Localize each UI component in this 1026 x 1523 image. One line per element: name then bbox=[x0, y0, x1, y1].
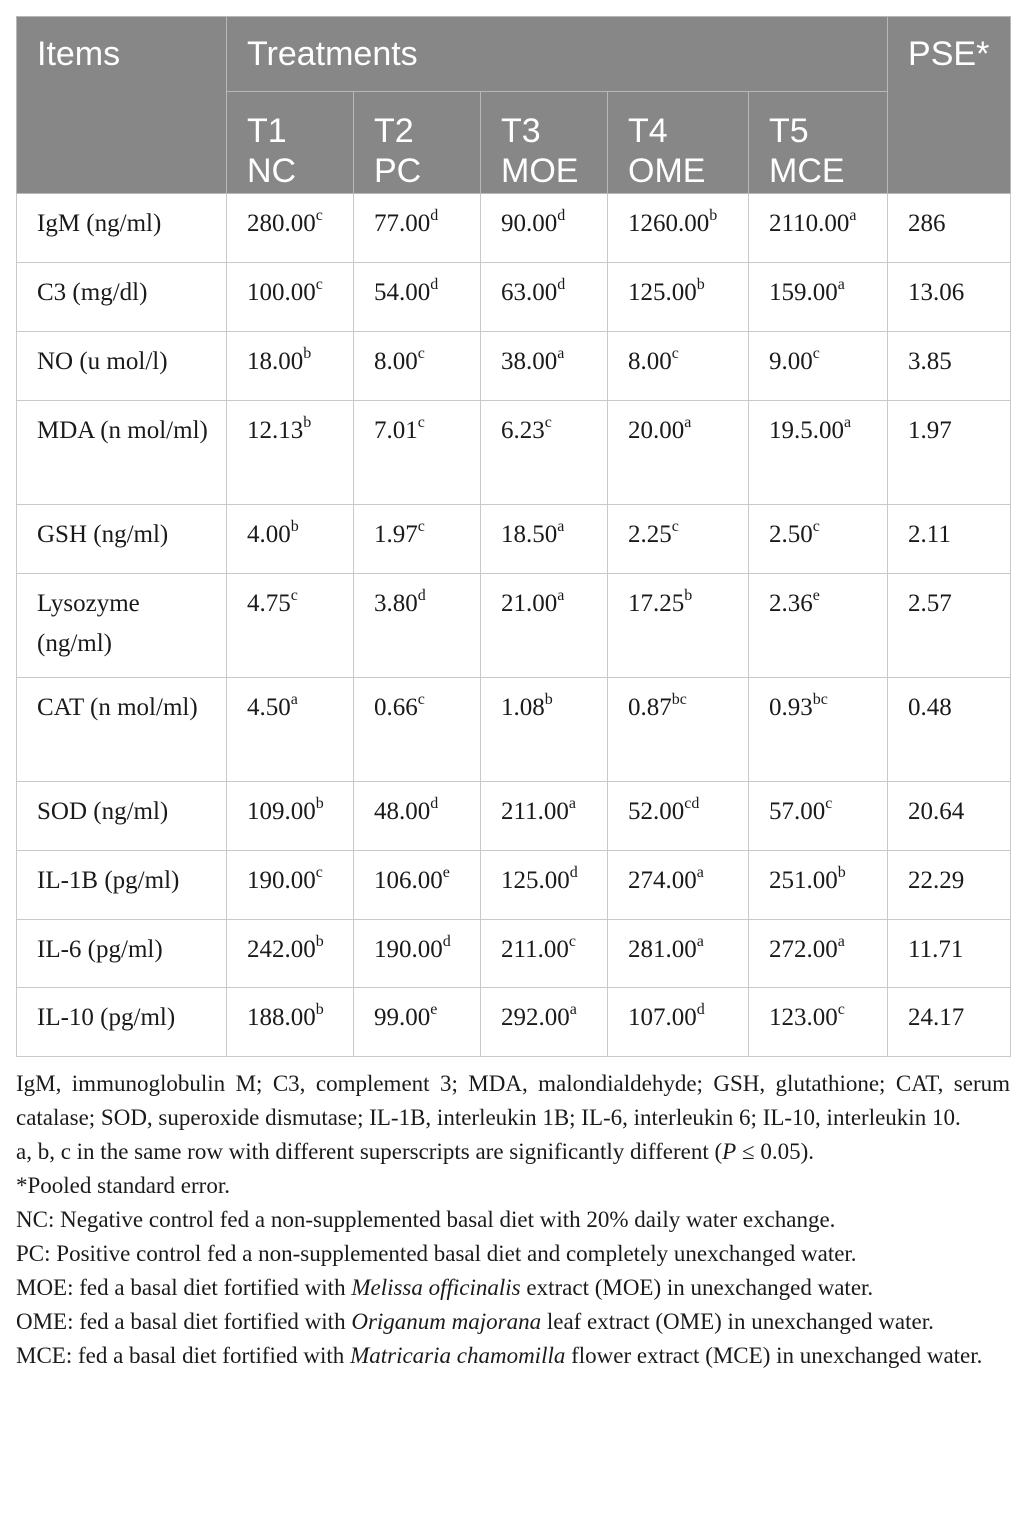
cell-value: 0.66 bbox=[374, 694, 418, 721]
cell-value: 18.50 bbox=[501, 521, 558, 548]
cell-value: 1.97 bbox=[374, 521, 418, 548]
value-cell bbox=[749, 401, 888, 505]
cell-value: 211.00 bbox=[501, 798, 569, 825]
significance-letter: c bbox=[812, 344, 820, 362]
value-cell bbox=[481, 988, 608, 1057]
cell-value: 109.00 bbox=[247, 798, 316, 825]
header-treatment-t1 bbox=[227, 92, 354, 194]
cell-value: 63.00 bbox=[501, 279, 558, 306]
table-body bbox=[17, 194, 1011, 1057]
value-cell bbox=[227, 920, 354, 988]
value-cell bbox=[354, 988, 481, 1057]
significance-letter: d bbox=[430, 275, 439, 293]
treatment-code: T5 bbox=[769, 112, 809, 150]
value-cell bbox=[481, 678, 608, 782]
significance-letter: a bbox=[557, 344, 565, 362]
header-pse: PSE* bbox=[888, 17, 1011, 194]
value-cell bbox=[608, 988, 749, 1057]
table-row bbox=[17, 574, 1011, 678]
cell-value: 8.00 bbox=[374, 348, 418, 375]
cell-value: 280.00 bbox=[247, 210, 316, 237]
pse-cell: 286 bbox=[888, 194, 1011, 263]
significance-letter: c bbox=[417, 690, 425, 708]
abbreviations-note: IgM, immunoglobulin M; C3, complement 3; MDA, malondialdehyde; GSH, glutathione; CAT, serum catalase; SOD, superoxide dismutase; IL-1B, interleukin 1B; IL-6, interleukin 6; IL-10, interleukin 10. bbox=[16, 1071, 1010, 1130]
significance-letter: cd bbox=[684, 794, 700, 812]
results-table bbox=[16, 16, 1011, 1057]
value-cell bbox=[481, 851, 608, 920]
value-cell bbox=[227, 782, 354, 851]
significance-letter: a bbox=[290, 690, 298, 708]
significance-letter: c bbox=[812, 517, 820, 535]
value-cell bbox=[749, 988, 888, 1057]
value-cell bbox=[354, 851, 481, 920]
significance-letter: d bbox=[557, 206, 566, 224]
cell-value: 106.00 bbox=[374, 867, 443, 894]
value-cell bbox=[481, 332, 608, 401]
row-item-label: C3 (mg/dl) bbox=[17, 263, 227, 332]
table-row bbox=[17, 194, 1011, 263]
significance-letter: a bbox=[696, 863, 704, 881]
cell-value: 9.00 bbox=[769, 348, 813, 375]
value-cell bbox=[608, 851, 749, 920]
pse-cell: 13.06 bbox=[888, 263, 1011, 332]
significance-letter: c bbox=[671, 517, 679, 535]
value-cell bbox=[608, 574, 749, 678]
value-cell bbox=[608, 505, 749, 574]
cell-value: 2110.00 bbox=[769, 210, 850, 237]
table-container bbox=[16, 16, 1010, 1373]
value-cell bbox=[354, 263, 481, 332]
value-cell bbox=[227, 263, 354, 332]
cell-value: 274.00 bbox=[628, 867, 697, 894]
value-cell bbox=[481, 194, 608, 263]
cell-value: 19.5.00 bbox=[769, 417, 844, 444]
row-item-label: IgM (ng/ml) bbox=[17, 194, 227, 263]
value-cell bbox=[608, 194, 749, 263]
cell-value: 4.50 bbox=[247, 694, 291, 721]
significance-letter: b bbox=[544, 690, 553, 708]
table-row bbox=[17, 782, 1011, 851]
cell-value: 4.00 bbox=[247, 521, 291, 548]
significance-letter: c bbox=[417, 413, 425, 431]
treatment-code: T2 bbox=[374, 112, 414, 150]
value-cell bbox=[481, 574, 608, 678]
row-item-label: Lysozyme (ng/ml) bbox=[17, 574, 227, 678]
cell-value: 20.00 bbox=[628, 417, 685, 444]
cell-value: 0.87 bbox=[628, 694, 672, 721]
moe-note: MOE: fed a basal diet fortified with Melissa officinalis extract (MOE) in unexchanged water. bbox=[16, 1275, 874, 1300]
cell-value: 2.36 bbox=[769, 590, 813, 617]
treatment-name: MCE bbox=[769, 152, 845, 190]
value-cell bbox=[481, 263, 608, 332]
value-cell bbox=[354, 194, 481, 263]
row-item-label: CAT (n mol/ml) bbox=[17, 678, 227, 782]
value-cell bbox=[354, 505, 481, 574]
value-cell bbox=[354, 574, 481, 678]
significance-letter: d bbox=[557, 275, 566, 293]
treatment-name: OME bbox=[628, 152, 706, 190]
value-cell bbox=[354, 920, 481, 988]
row-item-label: IL-1B (pg/ml) bbox=[17, 851, 227, 920]
cell-value: 3.80 bbox=[374, 590, 418, 617]
cell-value: 242.00 bbox=[247, 936, 316, 963]
header-treatments: Treatments bbox=[227, 17, 888, 92]
significance-note: a, b, c in the same row with different superscripts are significantly different (P ≤ 0.05). bbox=[16, 1139, 815, 1164]
value-cell bbox=[749, 194, 888, 263]
value-cell bbox=[227, 401, 354, 505]
value-cell bbox=[227, 851, 354, 920]
significance-letter: c bbox=[417, 344, 425, 362]
value-cell bbox=[227, 505, 354, 574]
row-item-label: MDA (n mol/ml) bbox=[17, 401, 227, 505]
row-item-label: IL-6 (pg/ml) bbox=[17, 920, 227, 988]
significance-letter: a bbox=[569, 1000, 577, 1018]
cell-value: 1.08 bbox=[501, 694, 545, 721]
value-cell bbox=[749, 678, 888, 782]
significance-letter: e bbox=[430, 1000, 438, 1018]
cell-value: 77.00 bbox=[374, 210, 431, 237]
table-row bbox=[17, 401, 1011, 505]
cell-value: 48.00 bbox=[374, 798, 431, 825]
pse-cell: 20.64 bbox=[888, 782, 1011, 851]
value-cell bbox=[749, 263, 888, 332]
significance-letter: b bbox=[709, 206, 718, 224]
cell-value: 188.00 bbox=[247, 1004, 316, 1031]
ome-note: OME: fed a basal diet fortified with Origanum majorana leaf extract (OME) in unexchanged water. bbox=[16, 1309, 934, 1334]
header-treatment-t2 bbox=[354, 92, 481, 194]
significance-letter: a bbox=[696, 932, 704, 950]
table-row bbox=[17, 505, 1011, 574]
pse-cell: 3.85 bbox=[888, 332, 1011, 401]
pse-note: *Pooled standard error. bbox=[16, 1173, 230, 1198]
table-row bbox=[17, 988, 1011, 1057]
table-row bbox=[17, 851, 1011, 920]
cell-value: 281.00 bbox=[628, 936, 697, 963]
significance-letter: b bbox=[315, 1000, 324, 1018]
pse-cell: 11.71 bbox=[888, 920, 1011, 988]
significance-letter: a bbox=[557, 517, 565, 535]
significance-letter: c bbox=[290, 586, 298, 604]
treatment-name: PC bbox=[374, 152, 422, 190]
table-header bbox=[17, 17, 1011, 194]
row-item-label: NO (u mol/l) bbox=[17, 332, 227, 401]
significance-letter: bc bbox=[812, 690, 828, 708]
cell-value: 100.00 bbox=[247, 279, 316, 306]
cell-value: 6.23 bbox=[501, 417, 545, 444]
value-cell bbox=[608, 920, 749, 988]
cell-value: 2.25 bbox=[628, 521, 672, 548]
value-cell bbox=[227, 678, 354, 782]
significance-letter: d bbox=[696, 1000, 705, 1018]
value-cell bbox=[354, 678, 481, 782]
pc-note: PC: Positive control fed a non-supplemented basal diet and completely unexchanged water. bbox=[16, 1241, 857, 1266]
table-row bbox=[17, 920, 1011, 988]
significance-letter: b bbox=[315, 932, 324, 950]
row-item-label: GSH (ng/ml) bbox=[17, 505, 227, 574]
significance-letter: c bbox=[315, 275, 323, 293]
cell-value: 0.93 bbox=[769, 694, 813, 721]
cell-value: 7.01 bbox=[374, 417, 418, 444]
cell-value: 90.00 bbox=[501, 210, 558, 237]
value-cell bbox=[608, 401, 749, 505]
value-cell bbox=[608, 263, 749, 332]
value-cell bbox=[227, 988, 354, 1057]
cell-value: 17.25 bbox=[628, 590, 685, 617]
header-treatment-t3 bbox=[481, 92, 608, 194]
cell-value: 18.00 bbox=[247, 348, 304, 375]
significance-letter: a bbox=[557, 586, 565, 604]
pse-cell: 2.57 bbox=[888, 574, 1011, 678]
cell-value: 8.00 bbox=[628, 348, 672, 375]
cell-value: 107.00 bbox=[628, 1004, 697, 1031]
significance-letter: b bbox=[303, 413, 312, 431]
cell-value: 159.00 bbox=[769, 279, 838, 306]
significance-letter: bc bbox=[671, 690, 687, 708]
significance-letter: a bbox=[837, 275, 845, 293]
cell-value: 99.00 bbox=[374, 1004, 431, 1031]
cell-value: 21.00 bbox=[501, 590, 558, 617]
value-cell bbox=[749, 851, 888, 920]
value-cell bbox=[227, 194, 354, 263]
cell-value: 57.00 bbox=[769, 798, 826, 825]
significance-letter: c bbox=[417, 517, 425, 535]
cell-value: 123.00 bbox=[769, 1004, 838, 1031]
cell-value: 190.00 bbox=[247, 867, 316, 894]
significance-letter: a bbox=[849, 206, 857, 224]
value-cell bbox=[481, 920, 608, 988]
cell-value: 292.00 bbox=[501, 1004, 570, 1031]
cell-value: 38.00 bbox=[501, 348, 558, 375]
mce-note: MCE: fed a basal diet fortified with Matricaria chamomilla flower extract (MCE) in unexchanged water. bbox=[16, 1343, 983, 1368]
value-cell bbox=[354, 401, 481, 505]
treatment-code: T1 bbox=[247, 112, 287, 150]
row-item-label: SOD (ng/ml) bbox=[17, 782, 227, 851]
table-row bbox=[17, 263, 1011, 332]
pse-cell: 1.97 bbox=[888, 401, 1011, 505]
significance-letter: b bbox=[315, 794, 324, 812]
value-cell bbox=[749, 782, 888, 851]
value-cell bbox=[749, 574, 888, 678]
cell-value: 211.00 bbox=[501, 936, 569, 963]
value-cell bbox=[481, 505, 608, 574]
cell-value: 251.00 bbox=[769, 867, 838, 894]
cell-value: 125.00 bbox=[628, 279, 697, 306]
significance-letter: e bbox=[812, 586, 820, 604]
value-cell bbox=[749, 332, 888, 401]
cell-value: 52.00 bbox=[628, 798, 685, 825]
table-row bbox=[17, 678, 1011, 782]
significance-letter: a bbox=[837, 932, 845, 950]
value-cell bbox=[749, 920, 888, 988]
significance-letter: b bbox=[290, 517, 299, 535]
treatment-name: NC bbox=[247, 152, 297, 190]
table-row bbox=[17, 332, 1011, 401]
significance-letter: d bbox=[442, 932, 451, 950]
pse-cell: 0.48 bbox=[888, 678, 1011, 782]
header-treatment-t4 bbox=[608, 92, 749, 194]
cell-value: 125.00 bbox=[501, 867, 570, 894]
row-item-label: IL-10 (pg/ml) bbox=[17, 988, 227, 1057]
pse-cell: 24.17 bbox=[888, 988, 1011, 1057]
significance-letter: c bbox=[825, 794, 833, 812]
significance-letter: c bbox=[544, 413, 552, 431]
treatment-name: MOE bbox=[501, 152, 579, 190]
value-cell bbox=[227, 332, 354, 401]
significance-letter: a bbox=[684, 413, 692, 431]
header-treatment-t5 bbox=[749, 92, 888, 194]
significance-letter: d bbox=[569, 863, 578, 881]
significance-letter: c bbox=[568, 932, 576, 950]
significance-letter: a bbox=[568, 794, 576, 812]
value-cell bbox=[481, 782, 608, 851]
value-cell bbox=[608, 782, 749, 851]
cell-value: 190.00 bbox=[374, 936, 443, 963]
treatment-code: T4 bbox=[628, 112, 668, 150]
header-items: Items bbox=[17, 17, 227, 194]
significance-letter: b bbox=[837, 863, 846, 881]
cell-value: 4.75 bbox=[247, 590, 291, 617]
significance-letter: c bbox=[315, 206, 323, 224]
significance-letter: c bbox=[671, 344, 679, 362]
pse-cell: 2.11 bbox=[888, 505, 1011, 574]
cell-value: 1260.00 bbox=[628, 210, 710, 237]
significance-letter: a bbox=[844, 413, 852, 431]
cell-value: 54.00 bbox=[374, 279, 431, 306]
cell-value: 12.13 bbox=[247, 417, 304, 444]
significance-letter: d bbox=[417, 586, 426, 604]
significance-letter: e bbox=[442, 863, 450, 881]
treatment-code: T3 bbox=[501, 112, 541, 150]
nc-note: NC: Negative control fed a non-supplemented basal diet with 20% daily water exchange. bbox=[16, 1207, 836, 1232]
significance-letter: d bbox=[430, 206, 439, 224]
value-cell bbox=[608, 332, 749, 401]
significance-letter: b bbox=[696, 275, 705, 293]
significance-letter: d bbox=[430, 794, 439, 812]
value-cell bbox=[227, 574, 354, 678]
significance-letter: b bbox=[684, 586, 693, 604]
value-cell bbox=[749, 505, 888, 574]
significance-letter: c bbox=[315, 863, 323, 881]
significance-letter: b bbox=[303, 344, 312, 362]
cell-value: 2.50 bbox=[769, 521, 813, 548]
value-cell bbox=[481, 401, 608, 505]
value-cell bbox=[354, 332, 481, 401]
value-cell bbox=[354, 782, 481, 851]
pse-cell: 22.29 bbox=[888, 851, 1011, 920]
significance-letter: c bbox=[837, 1000, 845, 1018]
cell-value: 272.00 bbox=[769, 936, 838, 963]
table-footnotes bbox=[16, 1067, 1010, 1373]
value-cell bbox=[608, 678, 749, 782]
